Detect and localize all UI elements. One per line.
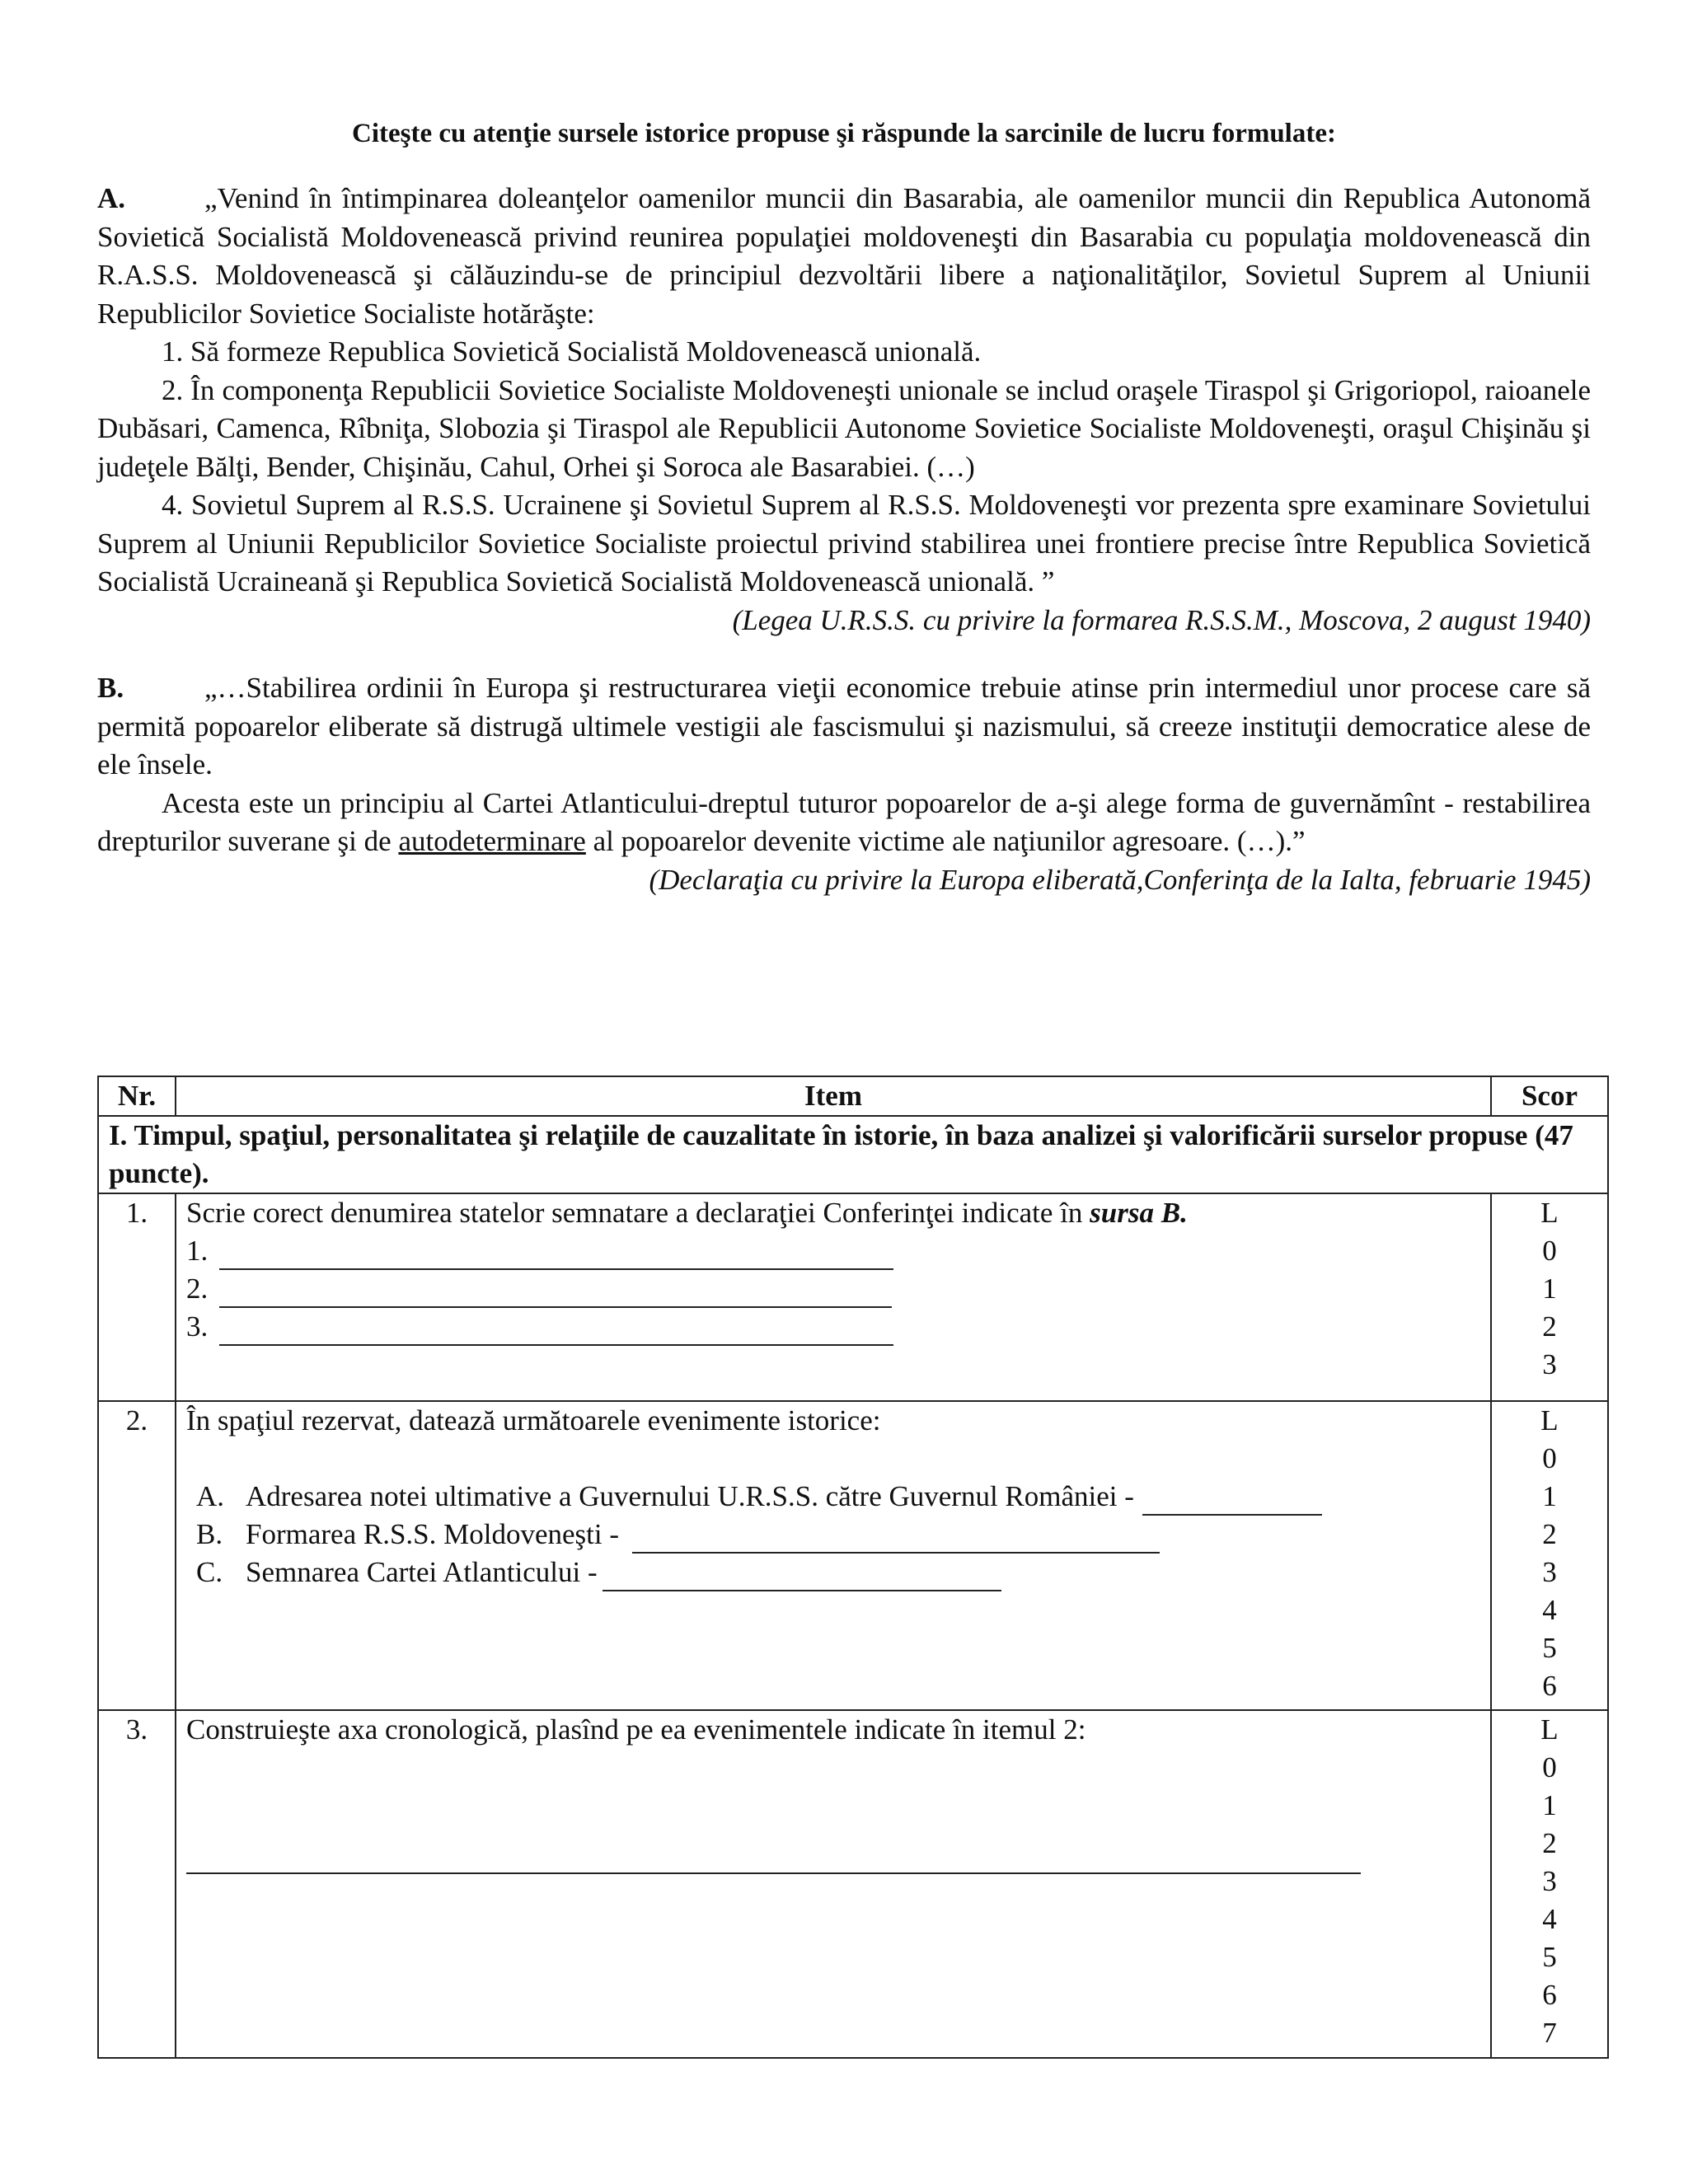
score-option[interactable]: 0 (1542, 1751, 1557, 1783)
score-option[interactable]: 2 (1542, 1310, 1557, 1343)
source-b-para-2-start: Acesta este un principiu al Cartei Atlanticului-dreptul tuturor popoarelor de a-şi alege forma de guvernămînt - restabilirea drepturilor suverane şi de (97, 786, 1591, 857)
header-nr: Nr. (98, 1076, 176, 1116)
page-content (97, 115, 1591, 899)
source-b-letter: B. (97, 672, 124, 704)
item-nr: 1. (98, 1193, 176, 1401)
item-nr: 3. (98, 1710, 176, 2058)
score-option[interactable]: 4 (1542, 1903, 1557, 1935)
date-blank[interactable] (632, 1524, 1160, 1554)
date-blank[interactable] (603, 1562, 1001, 1591)
section-title: I. Timpul, spaţiul, personalitatea şi relaţiile de cauzalitate în istorie, în baza analizei şi valorificării surselor propuse (47 puncte). (98, 1116, 1608, 1193)
source-a-point-2: 2. În componenţa Republicii Sovietice Socialiste Moldoveneşti unionale se includ oraşele Tiraspol şi Grigoriopol, raioanele Dubăsari, Camenca, Rîbniţa, Slobozia şi Tiraspol ale Republicii Autonome Sovietice Socialiste Moldoveneşti, oraşul Chişinău şi judeţele Bălţi, Bender, Chişinău, Cahul, Orhei şi Soroca ale Basarabiei. (…) (97, 373, 1591, 483)
date-blank[interactable] (1142, 1486, 1322, 1516)
score-option[interactable]: 4 (1542, 1594, 1557, 1626)
item-1-cell (176, 1193, 1491, 1401)
score-label: L (1540, 1404, 1559, 1436)
event-text: Semnarea Cartei Atlanticului - (246, 1556, 598, 1588)
answer-blank[interactable] (219, 1316, 893, 1346)
answer-line-number: 2. (186, 1272, 209, 1305)
score-option[interactable]: 3 (1542, 1348, 1557, 1380)
event-letter: C. (196, 1556, 223, 1588)
header-score: Scor (1491, 1076, 1608, 1116)
item-1-task (186, 1194, 1480, 1232)
score-option[interactable]: 5 (1542, 1632, 1557, 1664)
score-option[interactable]: 3 (1542, 1865, 1557, 1897)
score-option[interactable]: 6 (1542, 1670, 1557, 1702)
header-item: Item (176, 1076, 1491, 1116)
score-option[interactable]: 5 (1542, 1941, 1557, 1973)
event-letter: B. (196, 1518, 223, 1550)
source-a (97, 180, 1591, 602)
answer-line-number: 1. (186, 1235, 209, 1267)
answer-line[interactable] (186, 1308, 1480, 1346)
item-2-cell (176, 1401, 1491, 1710)
source-b-para-2-end: al popoarelor devenite victime ale naţiunilor agresoare. (…).” (585, 825, 1306, 857)
item-3-cell (176, 1710, 1491, 2058)
score-option[interactable]: 2 (1542, 1518, 1557, 1550)
source-a-point-1: 1. Să formeze Republica Sovietică Socialistă Moldovenească unională. (162, 335, 982, 368)
score-option[interactable]: 1 (1542, 1789, 1557, 1821)
page-heading: Citeşte cu atenţie sursele istorice propuse şi răspunde la sarcinile de lucru formulate: (352, 119, 1336, 148)
table-header-row (98, 1076, 1608, 1116)
section-row (98, 1116, 1608, 1193)
source-b (97, 669, 1591, 861)
score-cell (1491, 1710, 1608, 2058)
items-table (97, 1076, 1609, 2059)
score-option[interactable]: 7 (1542, 2017, 1557, 2049)
source-b-para-1: „…Stabilirea ordinii în Europa şi restructurarea vieţii economice trebuie atinse prin intermediul unor procese care să permită popoarelor eliberate să distrugă ultimele vestigii ale fascismului şi nazismului, să creeze instituţii democratice alese de ele însele. (97, 672, 1591, 780)
source-a-citation: (Legea U.R.S.S. cu privire la formarea R.S.S.M., Moscova, 2 august 1940) (732, 603, 1591, 636)
event-line[interactable] (186, 1478, 1480, 1516)
item-1-task-text: Scrie corect denumirea statelor semnatare a declaraţiei Conferinţei indicate în (186, 1197, 1090, 1229)
source-a-intro: „Venind în întimpinarea doleanţelor oamenilor muncii din Basarabia, ale oamenilor muncii din Republica Autonomă Sovietică Socialistă Moldovenească privind reunirea populaţiei moldoveneşti din Basarabia cu populaţia moldovenească din R.A.S.S. Moldovenească şi călăuzindu-se de principiul dezvoltării libere a naţionalităţilor, Sovietul Suprem al Uniunii Republicilor Sovietice Socialiste hotărăşte: (97, 182, 1591, 330)
table-row (98, 1710, 1608, 2058)
event-letter: A. (196, 1480, 225, 1512)
answer-line[interactable] (186, 1270, 1480, 1308)
score-option[interactable]: 1 (1542, 1272, 1557, 1305)
source-b-citation: (Declaraţia cu privire la Europa eliberată,Conferinţa de la Ialta, februarie 1945) (649, 863, 1591, 896)
score-label: L (1540, 1713, 1559, 1746)
answer-blank[interactable] (219, 1240, 893, 1270)
answer-line[interactable] (186, 1232, 1480, 1270)
item-1-task-emphasis: sursa B. (1090, 1197, 1188, 1229)
table-row (98, 1401, 1608, 1710)
score-option[interactable]: 0 (1542, 1442, 1557, 1474)
timeline-axis-line[interactable] (186, 1872, 1361, 1874)
answer-blank[interactable] (219, 1278, 892, 1308)
score-option[interactable]: 6 (1542, 1979, 1557, 2011)
answer-line-number: 3. (186, 1310, 209, 1343)
score-option[interactable]: 2 (1542, 1827, 1557, 1859)
score-option[interactable]: 3 (1542, 1556, 1557, 1588)
item-3-task: Construieşte axa cronologică, plasînd pe ea evenimentele indicate în itemul 2: (186, 1713, 1086, 1746)
score-cell (1491, 1401, 1608, 1710)
event-line[interactable] (186, 1554, 1480, 1591)
item-nr: 2. (98, 1401, 176, 1710)
score-label: L (1540, 1197, 1559, 1229)
source-b-para-2 (97, 785, 1591, 861)
score-option[interactable]: 1 (1542, 1480, 1557, 1512)
source-a-letter: A. (97, 182, 126, 214)
underlined-term: autodeterminare (398, 825, 586, 857)
table-row (98, 1193, 1608, 1401)
source-a-point-4: 4. Sovietul Suprem al R.S.S. Ucrainene şi Sovietul Suprem al R.S.S. Moldoveneşti vor prezenta spre examinare Sovietului Suprem al Uniunii Republicilor Sovietice Socialiste proiectul privind stabilirea unei frontiere precise între Republica Sovietică Socialistă Ucraineană şi Republica Sovietică Socialistă Moldovenească unională. ” (97, 489, 1591, 598)
event-line[interactable] (186, 1516, 1480, 1554)
event-text: Formarea R.S.S. Moldoveneşti - (246, 1518, 620, 1550)
event-text: Adresarea notei ultimative a Guvernului U.R.S.S. către Guvernul României - (246, 1480, 1134, 1512)
item-2-task: În spaţiul rezervat, datează următoarele evenimente istorice: (186, 1404, 881, 1436)
score-cell (1491, 1193, 1608, 1401)
score-option[interactable]: 0 (1542, 1235, 1557, 1267)
